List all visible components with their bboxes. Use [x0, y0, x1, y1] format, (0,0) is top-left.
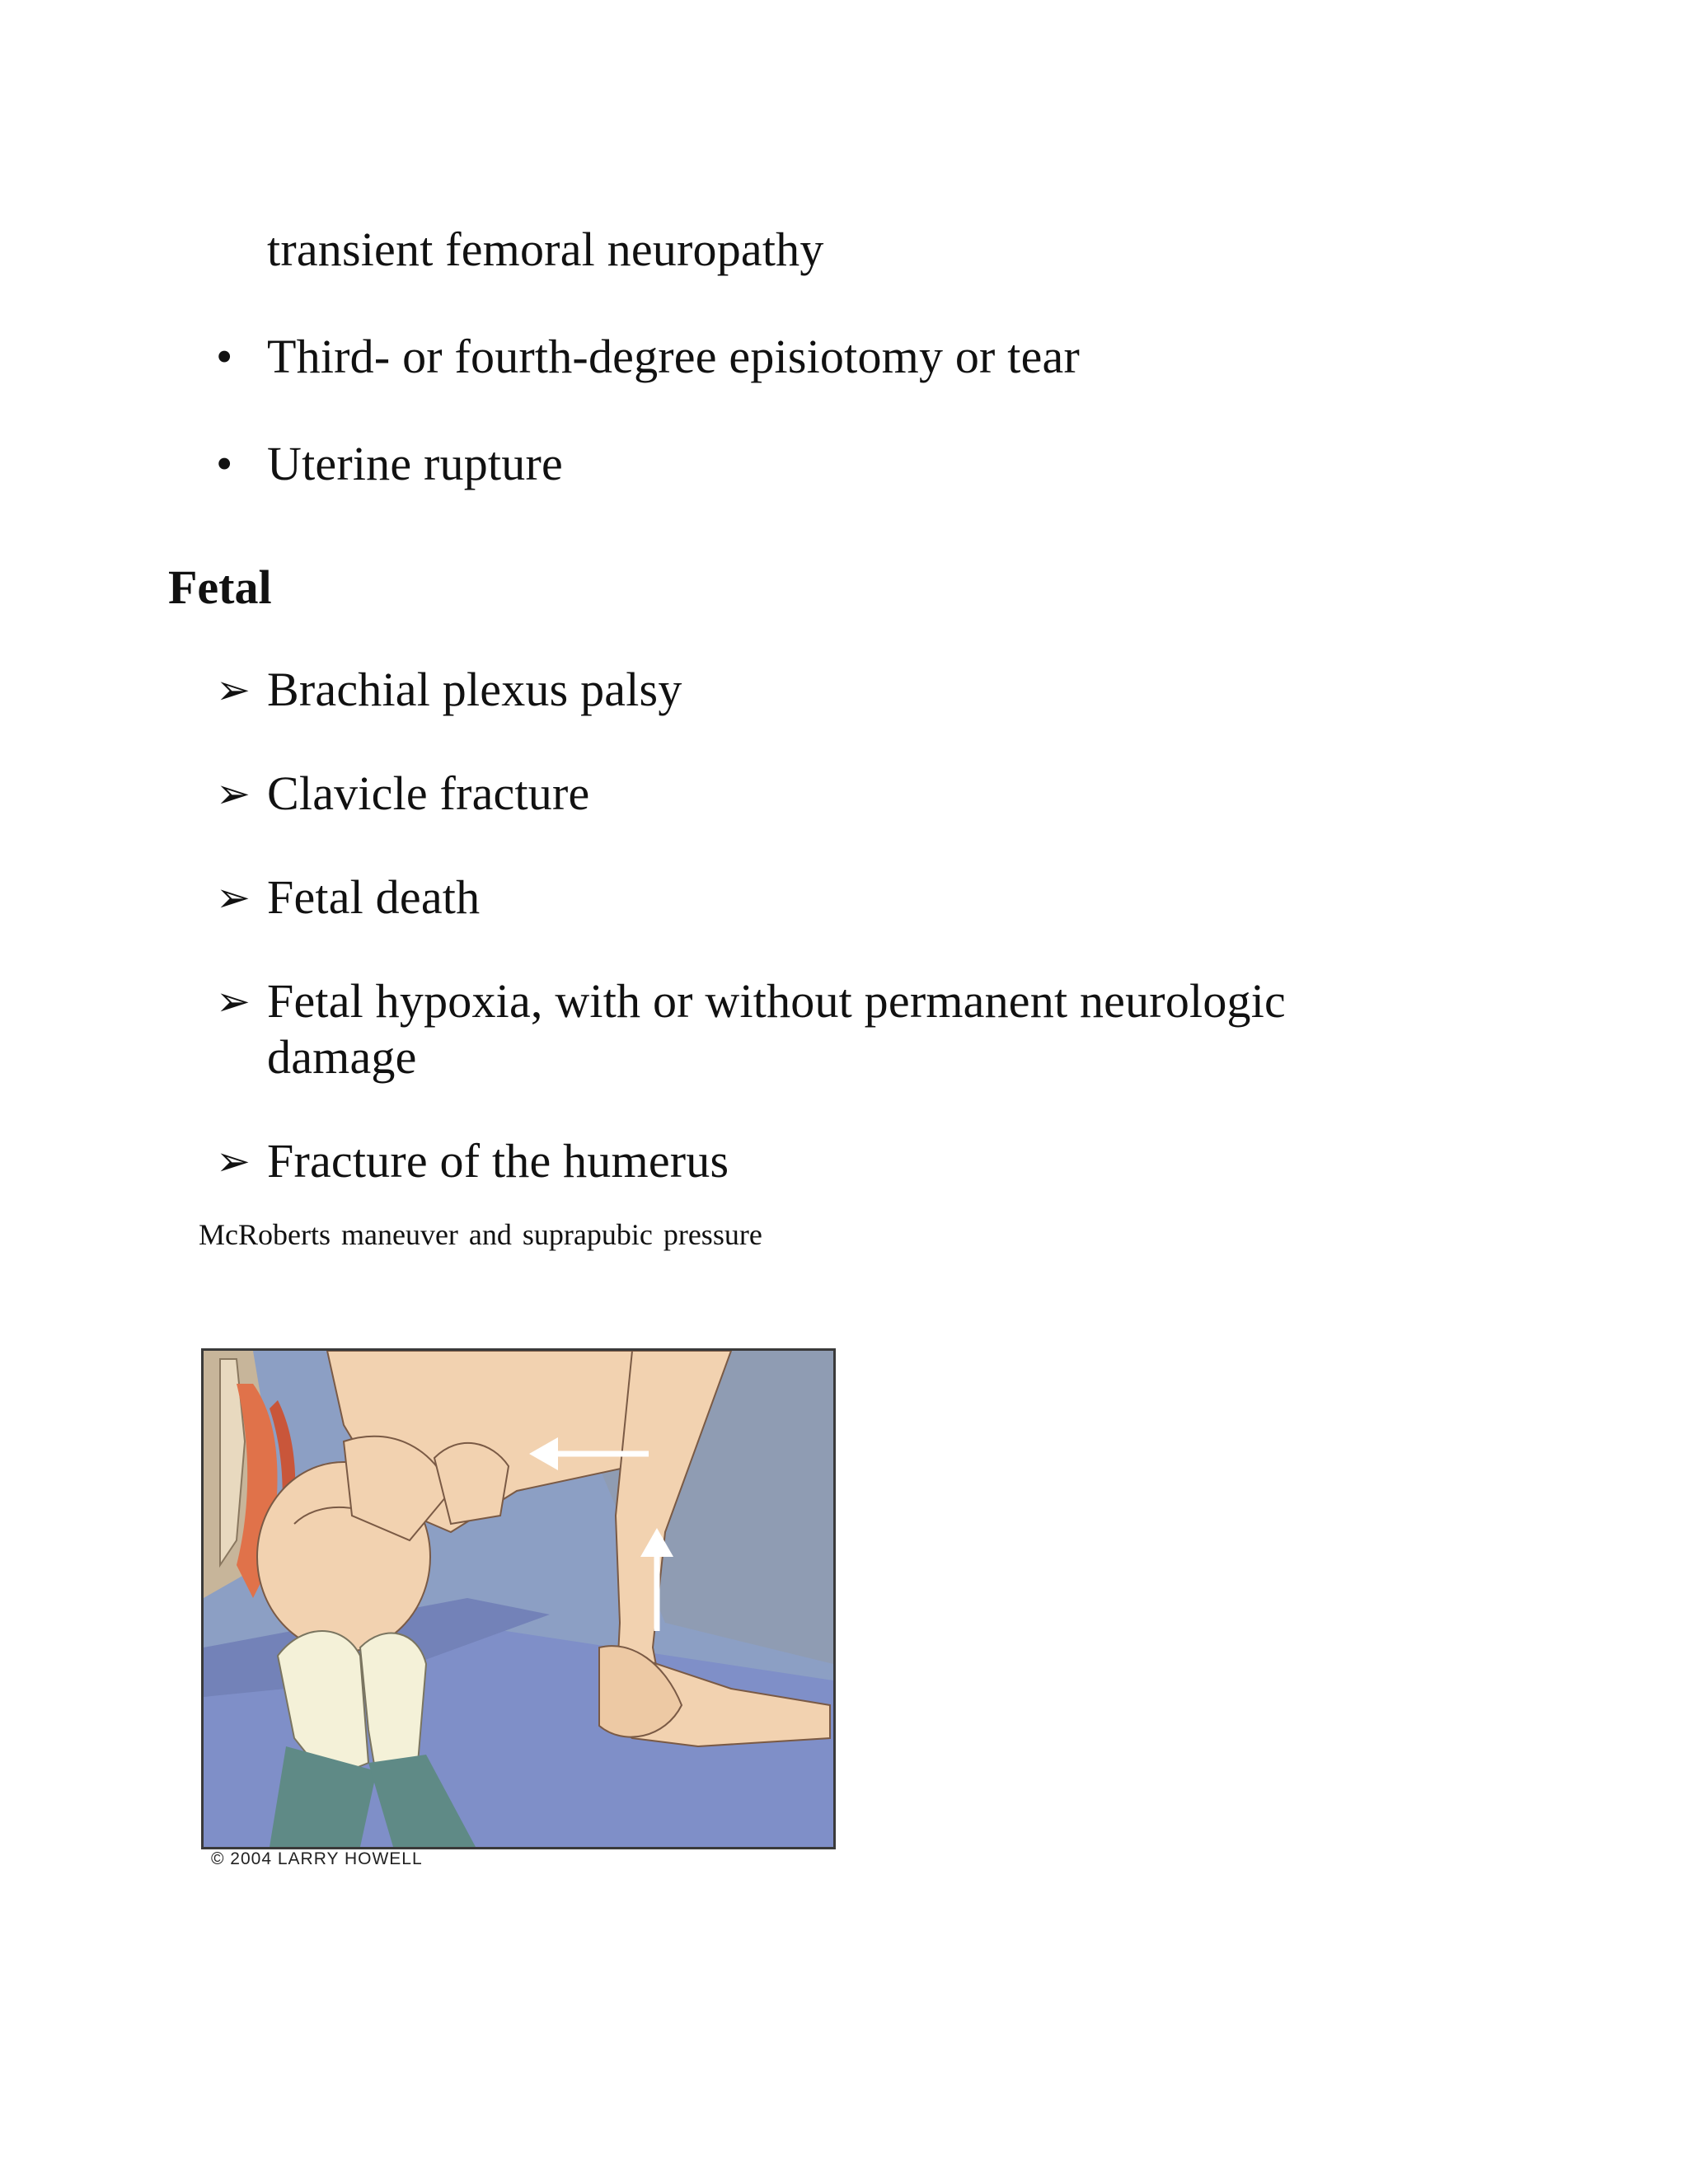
- arrow-bullet-icon: ➢: [216, 874, 251, 921]
- bullet-dot-icon: •: [216, 330, 233, 383]
- maternal-item: Uterine rupture: [267, 437, 563, 490]
- fetal-item-wrap: damage: [267, 1030, 417, 1084]
- figure-caption: McRoberts maneuver and suprapubic pressure: [199, 1218, 762, 1251]
- fetal-item: Clavicle fracture: [267, 766, 590, 820]
- fetal-item: Fracture of the humerus: [267, 1134, 729, 1188]
- fetal-item: Fetal hypoxia, with or without permanent neurologic: [267, 974, 1286, 1028]
- arrow-bullet-icon: ➢: [216, 667, 251, 713]
- image-credit: © 2004 LARRY HOWELL: [211, 1849, 423, 1868]
- fetal-item: Brachial plexus palsy: [267, 663, 682, 716]
- mcroberts-illustration: [201, 1348, 836, 1849]
- maternal-item: Third- or fourth-degree episiotomy or tear: [267, 330, 1080, 383]
- fetal-item: Fetal death: [267, 870, 481, 924]
- intro-continuation: transient femoral neuropathy: [267, 223, 824, 276]
- arrow-bullet-icon: ➢: [216, 978, 251, 1024]
- illustration-drawing: [204, 1351, 833, 1847]
- section-heading-fetal: Fetal: [168, 560, 272, 614]
- bullet-dot-icon: •: [216, 437, 233, 490]
- arrow-bullet-icon: ➢: [216, 1138, 251, 1184]
- arrow-bullet-icon: ➢: [216, 771, 251, 817]
